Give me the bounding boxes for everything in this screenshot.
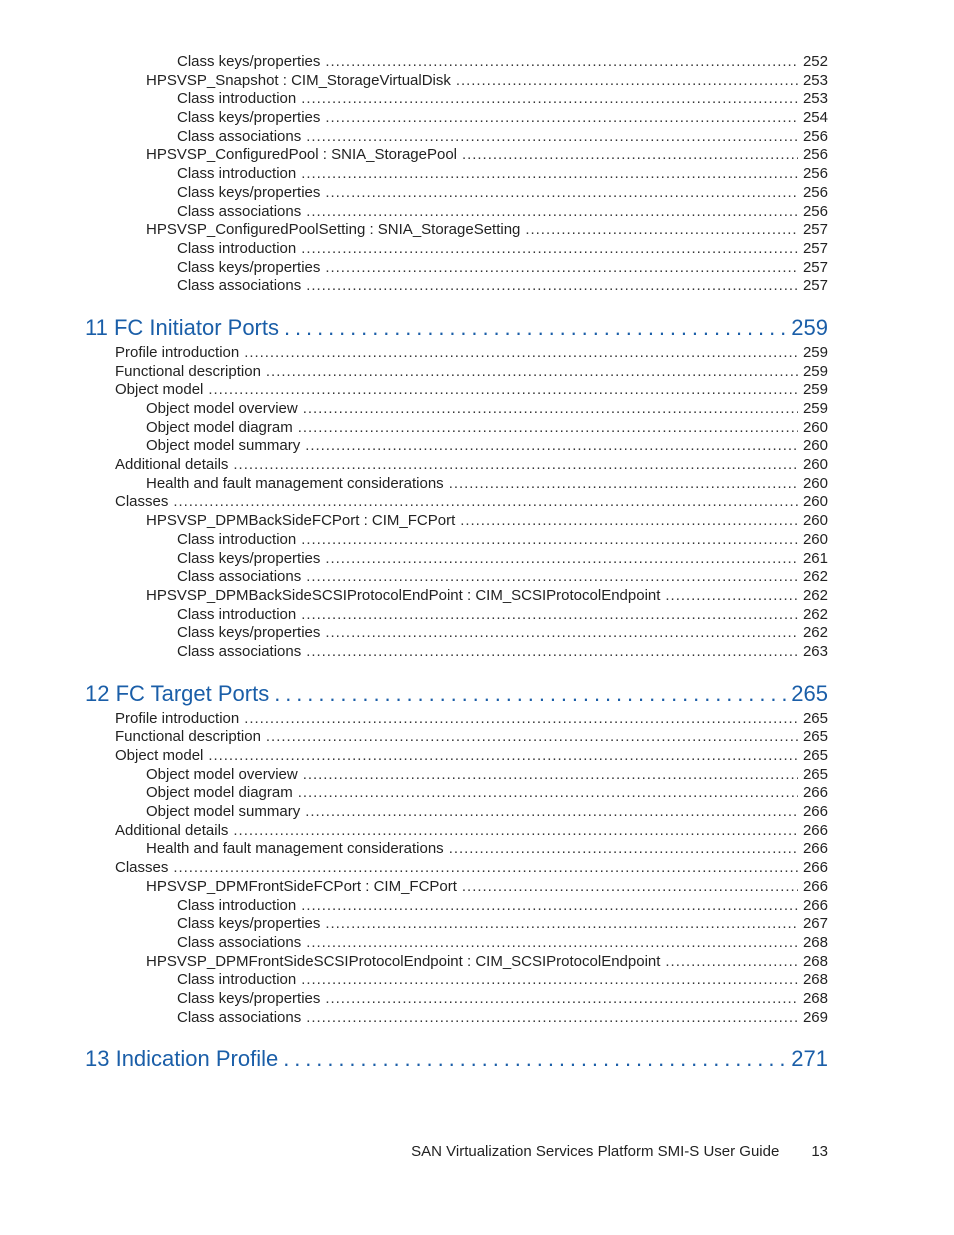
toc-dot-leader: [244, 344, 798, 363]
toc-entry-page-number: 266: [802, 877, 828, 895]
toc-entry-page-number: 262: [802, 605, 828, 623]
table-of-contents: [85, 53, 828, 1075]
toc-entry-title: Class keys/properties: [177, 624, 321, 642]
toc-entry-title: Object model summary: [146, 437, 301, 455]
toc-entry-title: Class associations: [177, 202, 302, 220]
toc-entry[interactable]: [85, 587, 828, 606]
toc-entry[interactable]: [85, 363, 828, 382]
toc-entry[interactable]: [85, 109, 828, 128]
toc-dot-leader: [274, 679, 786, 709]
toc-entry[interactable]: [85, 90, 828, 109]
toc-entry-title: Class keys/properties: [177, 183, 321, 201]
toc-entry-title: HPSVSP_DPMFrontSideFCPort : CIM_FCPort: [146, 877, 457, 895]
toc-entry-title: Additional details: [115, 821, 229, 839]
toc-entry[interactable]: [85, 840, 828, 859]
toc-entry[interactable]: [85, 456, 828, 475]
toc-dot-leader: [301, 971, 798, 990]
toc-entry[interactable]: [85, 72, 828, 91]
toc-dot-leader: [305, 803, 798, 822]
toc-entry-title: Class associations: [177, 1008, 302, 1026]
toc-entry-page-number: 260: [802, 530, 828, 548]
toc-dot-leader: [266, 363, 798, 382]
toc-entry-title: Class associations: [177, 642, 302, 660]
toc-entry[interactable]: [85, 878, 828, 897]
toc-entry-page-number: 266: [802, 784, 828, 802]
toc-entry[interactable]: [85, 184, 828, 203]
toc-dot-leader: [301, 897, 798, 916]
page-footer: [380, 1143, 828, 1160]
toc-entry-title: Class introduction: [177, 530, 297, 548]
toc-dot-leader: [283, 1044, 786, 1074]
toc-entry-title: Object model: [115, 381, 204, 399]
footer-page-number: 13: [811, 1143, 828, 1160]
toc-entry-title: HPSVSP_Snapshot : CIM_StorageVirtualDisk: [146, 71, 451, 89]
toc-entry[interactable]: [85, 897, 828, 916]
toc-dot-leader: [325, 53, 798, 72]
toc-entry[interactable]: [85, 766, 828, 785]
toc-entry-title: Object model overview: [146, 765, 298, 783]
toc-entry-page-number: 260: [802, 512, 828, 530]
toc-dot-leader: [306, 1009, 798, 1028]
toc-entry-page-number: 263: [802, 642, 828, 660]
toc-entry-page-number: 269: [802, 1008, 828, 1026]
toc-entry-title: Class keys/properties: [177, 549, 321, 567]
toc-entry[interactable]: [85, 934, 828, 953]
toc-entry-title: Class associations: [177, 568, 302, 586]
toc-entry-title: Object model: [115, 747, 204, 764]
toc-chapter-title: 13 Indication Profile: [85, 1046, 279, 1072]
toc-entry-page-number: 253: [802, 90, 828, 108]
toc-entry[interactable]: [85, 240, 828, 259]
toc-entry-page-number: 253: [802, 71, 828, 89]
toc-entry[interactable]: [85, 859, 828, 878]
toc-dot-leader: [298, 419, 798, 438]
toc-entry-page-number: 266: [802, 821, 828, 839]
toc-dot-leader: [325, 990, 798, 1009]
toc-dot-leader: [460, 512, 798, 531]
toc-chapter-entry[interactable]: [85, 679, 828, 709]
toc-entry[interactable]: [85, 971, 828, 990]
toc-entry-title: Classes: [115, 859, 169, 877]
toc-entry-title: Profile introduction: [115, 343, 240, 361]
toc-dot-leader: [303, 766, 798, 785]
toc-entry[interactable]: [85, 784, 828, 803]
toc-entry-title: Object model diagram: [146, 784, 293, 802]
toc-entry-title: Health and fault management considerations: [146, 840, 444, 858]
toc-entry-page-number: 265: [802, 709, 828, 727]
toc-dot-leader: [325, 109, 798, 128]
toc-entry-page-number: 268: [802, 971, 828, 989]
toc-entry-title: Class introduction: [177, 90, 297, 108]
toc-dot-leader: [306, 203, 798, 222]
toc-entry[interactable]: [85, 53, 828, 72]
toc-dot-leader: [325, 915, 798, 934]
toc-entry-title: Class associations: [177, 127, 302, 145]
toc-dot-leader: [449, 475, 798, 494]
toc-entry-page-number: 259: [802, 400, 828, 417]
toc-entry-page-number: 261: [802, 549, 828, 567]
toc-entry-title: Additional details: [115, 456, 229, 474]
toc-entry[interactable]: [85, 915, 828, 934]
toc-chapter-page-number: 259: [791, 314, 828, 340]
toc-dot-leader: [325, 259, 798, 278]
toc-entry[interactable]: [85, 568, 828, 587]
toc-entry-page-number: 267: [802, 915, 828, 933]
toc-dot-leader: [298, 784, 798, 803]
toc-entry[interactable]: [85, 512, 828, 531]
toc-dot-leader: [301, 165, 798, 184]
toc-entry-page-number: 262: [802, 586, 828, 604]
toc-entry-title: HPSVSP_DPMBackSideFCPort : CIM_FCPort: [146, 512, 456, 530]
toc-entry-title: Class introduction: [177, 971, 297, 989]
toc-entry[interactable]: [85, 437, 828, 456]
toc-chapter-entry[interactable]: [85, 1044, 828, 1074]
toc-chapter-page-number: 271: [791, 1046, 828, 1072]
toc-entry-title: Class keys/properties: [177, 53, 321, 70]
toc-entry-title: Health and fault management considerations: [146, 474, 444, 492]
toc-dot-leader: [173, 859, 798, 878]
toc-entry-title: Class keys/properties: [177, 989, 321, 1007]
toc-entry-page-number: 266: [802, 859, 828, 877]
toc-entry[interactable]: [85, 531, 828, 550]
toc-dot-leader: [233, 822, 798, 841]
toc-dot-leader: [325, 624, 798, 643]
toc-entry-page-number: 268: [802, 989, 828, 1007]
toc-dot-leader: [208, 381, 798, 400]
toc-entry-page-number: 254: [802, 109, 828, 127]
toc-entry-title: HPSVSP_ConfiguredPool : SNIA_StoragePool: [146, 146, 458, 164]
toc-dot-leader: [665, 953, 798, 972]
toc-entry-title: Class associations: [177, 277, 302, 295]
toc-entry[interactable]: [85, 381, 828, 400]
toc-entry-page-number: 265: [802, 765, 828, 783]
toc-dot-leader: [301, 531, 798, 550]
toc-entry-page-number: 260: [802, 456, 828, 474]
toc-entry-page-number: 259: [802, 362, 828, 380]
toc-entry-title: Functional description: [115, 728, 261, 746]
toc-dot-leader: [456, 72, 798, 91]
toc-entry-page-number: 260: [802, 474, 828, 492]
toc-entry-title: HPSVSP_ConfiguredPoolSetting : SNIA_StorageSetting: [146, 221, 521, 239]
toc-entry-page-number: 268: [802, 933, 828, 951]
toc-entry-title: Functional description: [115, 362, 261, 380]
toc-entry-page-number: 260: [802, 493, 828, 511]
footer-guide-title: SAN Virtualization Services Platform SMI-S User Guide: [411, 1143, 780, 1160]
toc-dot-leader: [284, 313, 786, 343]
toc-entry-page-number: 256: [802, 202, 828, 220]
toc-dot-leader: [665, 587, 798, 606]
toc-entry-page-number: 257: [802, 221, 828, 239]
toc-entry-page-number: 256: [802, 127, 828, 145]
toc-entry[interactable]: [85, 277, 828, 296]
toc-entry-title: Class introduction: [177, 605, 297, 623]
toc-entry-page-number: 257: [802, 239, 828, 257]
toc-dot-leader: [244, 710, 798, 729]
toc-entry[interactable]: [85, 990, 828, 1009]
toc-entry-page-number: 256: [802, 183, 828, 201]
toc-entry[interactable]: [85, 728, 828, 747]
toc-entry-page-number: 262: [802, 624, 828, 642]
toc-dot-leader: [306, 934, 798, 953]
toc-entry[interactable]: [85, 128, 828, 147]
toc-entry[interactable]: [85, 624, 828, 643]
toc-dot-leader: [233, 456, 798, 475]
toc-entry-title: HPSVSP_DPMFrontSideSCSIProtocolEndpoint : CIM_SCSIProtocolEndpoint: [146, 952, 661, 970]
toc-entry-title: Class introduction: [177, 239, 297, 257]
toc-dot-leader: [462, 146, 798, 165]
toc-entry-title: Class keys/properties: [177, 915, 321, 933]
toc-entry-page-number: 260: [802, 437, 828, 455]
toc-entry[interactable]: [85, 344, 828, 363]
toc-entry-title: Object model overview: [146, 400, 298, 417]
toc-entry[interactable]: [85, 259, 828, 278]
toc-entry-page-number: 252: [802, 53, 828, 70]
toc-entry-page-number: 266: [802, 896, 828, 914]
toc-entry-title: Class keys/properties: [177, 258, 321, 276]
toc-entry[interactable]: [85, 493, 828, 512]
toc-dot-leader: [306, 128, 798, 147]
toc-entry-title: Object model summary: [146, 803, 301, 821]
toc-dot-leader: [449, 840, 798, 859]
toc-dot-leader: [306, 643, 798, 662]
toc-entry-page-number: 259: [802, 343, 828, 361]
toc-entry-page-number: 265: [802, 728, 828, 746]
toc-chapter-page-number: 265: [791, 680, 828, 706]
toc-entry[interactable]: [85, 606, 828, 625]
toc-entry[interactable]: [85, 146, 828, 165]
toc-entry-title: Class introduction: [177, 896, 297, 914]
toc-entry[interactable]: [85, 643, 828, 662]
toc-entry-title: Profile introduction: [115, 709, 240, 727]
toc-dot-leader: [301, 240, 798, 259]
toc-dot-leader: [266, 728, 798, 747]
toc-entry-page-number: 257: [802, 258, 828, 276]
toc-entry[interactable]: [85, 400, 828, 419]
toc-dot-leader: [325, 184, 798, 203]
toc-entry[interactable]: [85, 953, 828, 972]
toc-entry[interactable]: [85, 1009, 828, 1028]
toc-entry[interactable]: [85, 803, 828, 822]
toc-entry-title: Classes: [115, 493, 169, 511]
toc-entry[interactable]: [85, 221, 828, 240]
toc-entry[interactable]: [85, 710, 828, 729]
toc-entry-page-number: 256: [802, 165, 828, 183]
toc-dot-leader: [301, 90, 798, 109]
toc-entry[interactable]: [85, 747, 828, 766]
toc-entry[interactable]: [85, 475, 828, 494]
toc-dot-leader: [303, 400, 798, 419]
toc-dot-leader: [305, 437, 798, 456]
toc-entry-page-number: 266: [802, 840, 828, 858]
toc-entry-page-number: 268: [802, 952, 828, 970]
toc-entry-title: Class keys/properties: [177, 109, 321, 127]
toc-entry-title: Class introduction: [177, 165, 297, 183]
toc-entry-title: Object model diagram: [146, 418, 293, 436]
toc-entry[interactable]: [85, 419, 828, 438]
toc-entry-page-number: 259: [802, 381, 828, 399]
toc-dot-leader: [325, 550, 798, 569]
toc-dot-leader: [525, 221, 798, 240]
toc-dot-leader: [462, 878, 798, 897]
toc-dot-leader: [306, 568, 798, 587]
toc-entry[interactable]: [85, 822, 828, 841]
toc-entry-page-number: 266: [802, 803, 828, 821]
toc-chapter-title: 11 FC Initiator Ports: [85, 314, 279, 340]
toc-entry-page-number: 262: [802, 568, 828, 586]
toc-entry-title: HPSVSP_DPMBackSideSCSIProtocolEndPoint : CIM_SCSIProtocolEndpoint: [146, 586, 661, 604]
toc-entry[interactable]: [85, 165, 828, 184]
toc-entry-page-number: 265: [802, 747, 828, 764]
toc-dot-leader: [173, 493, 798, 512]
toc-dot-leader: [306, 277, 798, 296]
toc-entry-page-number: 257: [802, 277, 828, 295]
toc-entry-title: Class associations: [177, 933, 302, 951]
toc-entry-page-number: 256: [802, 146, 828, 164]
toc-entry-page-number: 260: [802, 418, 828, 436]
toc-entry[interactable]: [85, 550, 828, 569]
toc-dot-leader: [208, 747, 798, 766]
toc-chapter-title: 12 FC Target Ports: [85, 680, 270, 706]
toc-entry[interactable]: [85, 203, 828, 222]
toc-dot-leader: [301, 606, 798, 625]
toc-chapter-entry[interactable]: [85, 313, 828, 343]
